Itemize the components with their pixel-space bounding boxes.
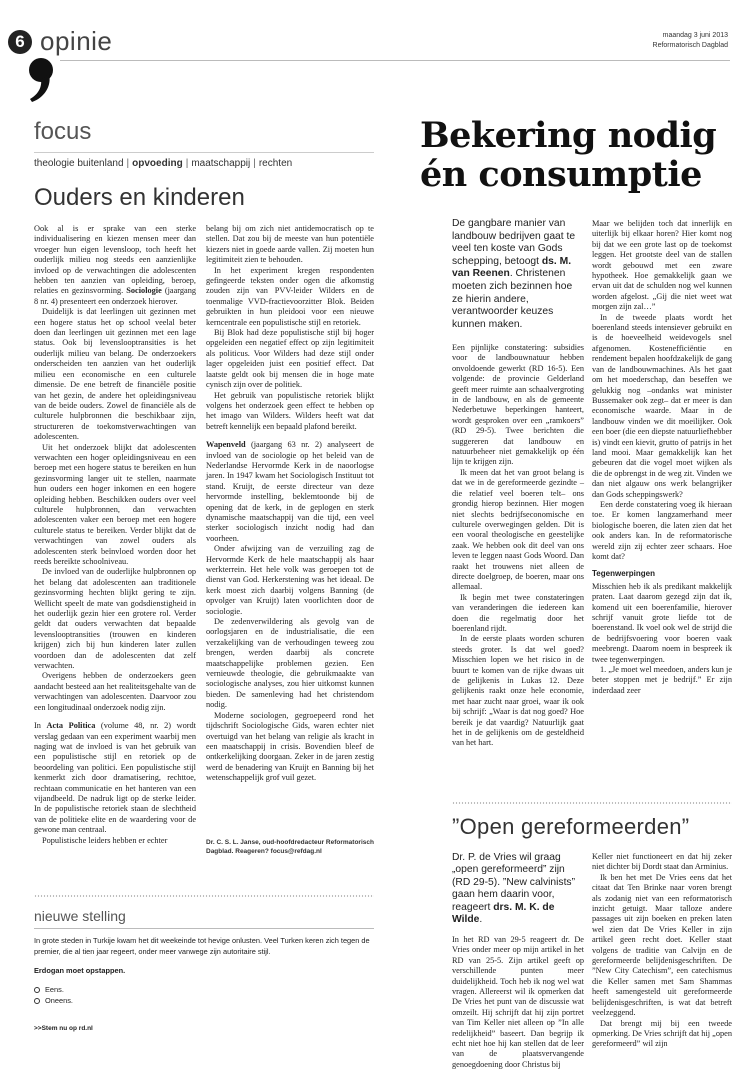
paragraph: Misschien heb ik als predikant makkelijk praten. Laat daarom gezegd zijn dat ik, komend uit een boerenfamilie, hierover schrijf vanuit grote liefde tot de boerenstand. Ik voel ook wel de strijd die de bedrijfsvoering voor boeren vaak meebrengt. Daarom noem in bespreek ik twee tegenwerpingen. [592,581,732,664]
article-lead: De gangbare manier van landbouw bedrijven gaat te veel ten koste van Gods schepping, betoogt ds. M. van Reenen. Christenen moeten zich bezinnen hoe ze hierin andere, verantwoorder keuzes kunnen maken. [452,218,576,330]
paragraph: De zedenverwildering als gevolg van de oorlogsjaren en de industrialisatie, die een verzakelijking van de verhoudingen teweeg zou brengen, werden daarbij als concrete maatschappelijke problemen gezien. Een vernieuwde theologie, die gebruikmaakte van sociologische analyses, zou hier uitkomst kunnen bieden. De samenleving had het christendom nodig. [206,617,374,710]
radio-icon[interactable] [34,987,40,993]
paragraph: Duidelijk is dat leerlingen uit gezinnen met een hogere status het op school veelal beter doen dan leerlingen uit gezinnen met een lage status. Ook bij levenslooptransities is het ouderlijk milieu van belang. De onderzoekers onderscheiden ten aanzien van het ouderlijk milieu een economische en een culturele dimensie. De ene betreft de financiële positie van het gezin, de andere het opleidingsniveau van de beide ouders. Zowel de financiële als de culturele hulpbronnen die beschikbaar zijn, structureren de toekomstverwachtingen van adolescenten. [34,307,196,442]
paragraph: In de eerste plaats worden schuren steeds groter. Is dat wel goed? Misschien lopen we het risico in de buurt te komen van de rijke dwaas uit de gelijkenis in Lukas 12. Deze gelijkenis raakt onze hele economie, met haar zucht naar groei, waar ik ook bij schrijf: „Waar is dat nog goed? Hoe bereik je dat vaardig? Natuurlijk gaat het in de gelijkenis om de gesteldheid van het hart. [452,634,584,748]
paragraph: In het RD van 29-5 reageert dr. De Vries onder meer op mijn artikel in het RD van 25-5. Zijn artikel geeft op verschillende punten meer duidelijkheid. Toch heb ik nog wel wat vragen. Allereerst wil ik opmerken dat De Vries het punt van de discussie wat omzeilt. Hij schrijft dat hij zijn portret van Tim Keller niet alleen op ”In alle redelijkheid” baseert. Dan begrijp ik echt niet hoe hij kan stellen dat de leer van de plaatsvervangende genoegdoening door Christus bij [452,935,584,1069]
article-column-6 [592,852,732,1063]
paragraph: Dat brengt mij bij een tweede opmerking. De Vries schrijft dat hij „open gereformeerd” wil zijn [592,1018,732,1049]
poll-rule [34,928,374,929]
topic-link-active[interactable]: opvoeding [132,158,183,169]
author-credit: Dr. C. S. L. Janse, oud-hoofdredacteur Reformatorisch Dagblad. Reageren? focus@refdag.nl [206,839,374,855]
dotted-divider [452,802,732,804]
article-column-3 [452,343,584,771]
paragraph: Ik begin met twee constateringen van veranderingen die iedereen kan doen die regelmatig door het boerenland rijdt. [452,592,584,633]
page-number-badge: 6 [8,30,32,54]
paragraph: Ik meen dat het van groot belang is dat we in de gereformeerde gezindte –die relatief veel boeren telt– ons grondig hierop bezinnen. Hier mogen niet slechts bedrijfseconomische en culturele overwegingen gelden. Dit is een vooral theologische en geestelijke zaak. We hebben ook dit deel van ons leven te leggen naast Gods Woord. Dan raakt het trouwens niet alleen de directe doelgroep, de boeren, maar ons allemaal. [452,467,584,592]
paragraph: Moderne sociologen, gegroepeerd rond het tijdschrift Sociologische Gids, waren echter niet overtuigd van het belang van religie als kracht in een maatschappij in crisis. Bovendien bleef de ontkerkelijking doorgaan. Zeker in de jaren zestig werd de benadering van Kruijt en Banning bij het wetenschappelijk grof vuil gezet. [206,710,374,783]
paper-name: Reformatorisch Dagblad [652,42,728,49]
paragraph: Een derde constatering voeg ik hieraan toe. Er komen langzamerhand meer biologische boeren, die laten zien dat het ook anders kan. In de reformatorische wereld zijn zij echter zeer schaars. Hoe komt dat? [592,499,732,561]
header-rule [60,60,730,61]
header-dateline [653,31,728,51]
paragraph: Een pijnlijke constatering: subsidies voor de landbouwnatuur hebben onvoldoende gewerkt (RD 16-5). Een volgende: de provincie Gelderland geeft meer ruimte aan schaalvergroting in de landbouw, en als de gemeente Nederbetuwe beperkingen hanteert, wordt gesproken over een „ramkoers” (RD 29-5). Twee berichten die suggereren dat landbouw en natuurbeheer niet gemakkelijk op één lijn te krijgen zijn. [452,343,584,467]
article-column-2 [206,224,374,836]
focus-label: focus [34,118,92,145]
section-title: opinie [40,26,113,56]
poll-intro: In grote steden in Turkije kwam het dit weekeinde tot hevige onlusten. Veel Turken keren zich tegen de premier, die al tien jaar regeert, onder meer vanwege zijn autoritaire stijl. [34,936,370,956]
paragraph: Het gebruik van populistische retoriek blijkt volgens het onderzoek geen effect te hebben op het imago van Wilders. Wilders heeft wat dat betreft kennelijk een bepaald plafond bereikt. [206,390,374,431]
paragraph: Wapenveld (jaargang 63 nr. 2) analyseert de invloed van de sociologie op het beleid van de Nederlandse Hervormde Kerk in de naoorlogse jaren. In 1947 kwam het Sociologisch Instituut tot stand. Kruijt, de eerste directeur van deze hervormde instelling, beklemtoonde bij de opening dat de kerk, in de geplogen en sterk dynamische maatschappij van die tijd, een veel sterker sociologisch inzicht nodig had dan voorheen. [206,440,374,543]
paragraph: Ik ben het met De Vries eens dat het citaat dat Ten Brinke naar voren brengt als zodanig niet van een reformatorisch inzicht getuigt. Maar talloze andere passages uit zijn boeken en preken laten wel zien dat De Vries Keller in zijn artikel geen recht doet. Keller staat volgens de traditie van Calvijn en de gereformeerde belijdenisgeschriften. De ”New City Catechism”, een catechismus die Keller samen met Sam Shammas heeft samengesteld uit gereformeerde belijdenisgeschriften, is wat dat betreft veelzeggend. [592,872,732,1018]
paragraph: 1. „Je moet wel meedoen, anders kun je beter stoppen met je bedrijf.” Er zijn inderdaad zeer [592,665,733,695]
topic-nav: theologie buitenland | opvoeding | maatschappij | rechten [34,158,293,169]
topic-link[interactable]: maatschappij [191,158,251,169]
poll-option-disagree[interactable]: Oneens. [34,996,73,1005]
paragraph: Bij Blok had deze populistische stijl bij hoger opgeleiden een negatief effect op zijn legitimiteit als politicus. Voor Wilders had deze stijl onder lager opgeleiden juist een positief effect. Dat laatste geldt ook bij mensen die in hoge mate cynisch zijn over de politiek. [206,328,374,390]
issue-date: maandag 3 juni 2013 [662,32,728,39]
article-column-4 [592,219,732,771]
article-headline: Ouders en kinderen [34,184,245,211]
topic-link[interactable]: rechten [258,158,293,169]
paragraph: Onder afwijzing van de verzuiling zag de Hervormde Kerk de hele maatschappij als haar werkterrein. Het hele volk was geroepen tot de dienst van God. Herkerstening was het ideaal. De kerk moest zich daarbij volgens Banning (de opvolger van Kruijt) laten voorlichten door de sociologie. [206,544,374,616]
vote-link[interactable]: >>Stem nu op rd.nl [34,1025,93,1032]
dotted-divider [34,895,374,897]
paragraph: Overigens hebben de onderzoekers geen aandacht besteed aan het realiteitsgehalte van de verwachtingen van adolescenten. Daarvoor zou een longitudinaal onderzoek nodig zijn. [34,671,196,712]
second-article-lead: Dr. P. de Vries wil graag „open gereformeerd” zijn (RD 29-5). ”New calvinists” gaan hem daarin voor, reageert drs. M. K. de Wilde. [452,852,576,926]
paragraph: In Acta Politica (volume 48, nr. 2) wordt verslag gedaan van een experiment waarbij men naging wat de invloed is van het gebruik van een populistische stijl en retoriek op de beoordeling van politici. Een populistische stijl kenmerkt zich door dramatisering, rechttoe, rechtaan communicatie en het hanteren van een vijandbeeld. De nadruk ligt op de sterke leider. In de populistische retoriek staan de slechtheid van de politieke elite en de waardering voor de gewone man centraal. [34,721,196,835]
comma-logo-icon [24,56,54,104]
poll-statement: Erdogan moet opstappen. [34,966,126,975]
paragraph: Ook al is er sprake van een sterke individualisering en kiezen mensen meer dan vroeger hun eigen levensloop, toch heeft het ouderlijk milieu nog steeds een aanzienlijke invloed op de verwachtingen die adolescenten hebben ten aanzien van opleiding, beroep, relaties en gezinsvorming. Sociologie (jaargang 8 nr. 4) presenteert een onderzoek hierover. [34,224,197,306]
article-column-1 [34,224,196,846]
paragraph: In de tweede plaats wordt het boerenland steeds intensiever gebruikt en is de hoeveelheid weidevogels snel afgenomen. Kostenefficiëntie en rendement bepalen hoofdzakelijk de gang van de landbouwmachines. Als het gaat om het moederschap, dan beseffen we gelukkig nog –ondanks wat minister Bussemaker ook zegt– dat er meer is dan economische waarde. Maar in de landbouw vinden we dit moeilijker. Ook een boer (die een diepste natuurliefhebber is) vindt een kievit, grutto of patrijs in het land mooi. Maar gemakkelijk kan het gebeuren dat die vogel moet wijken als die de opbrengst in de weg zit. Vinden we dan niet algauw ons werk belangrijker dan Gods scheppingswerk? [592,312,732,499]
paragraph: Keller niet functioneert en dat hij zeker niet dichter bij Dordt staat dan Arminius. [592,852,732,872]
poll-title: nieuwe stelling [34,908,126,924]
second-headline: ”Open gereformeerden” [452,814,690,839]
topic-link[interactable]: theologie buitenland [34,158,124,169]
paragraph: Populistische leiders hebben er echter [42,835,168,845]
paragraph: Maar we belijden toch dat innerlijk en uiterlijk bij elkaar horen? Hier komt nog bij dat we een grote last op de toekomst leggen. Het grootste deel van de stallen wordt gebouwd met een zware hypotheek. Hoe gemakkelijk gaan we ervan uit dat de schulden nog wel kunnen worden afgelost. „Gij die niet weet wat morgen zijn zal…” [592,219,732,312]
paragraph: De invloed van de ouderlijke hulpbronnen op het belang dat adolescenten aan traditionele gezinsvorming hechten blijkt gering te zijn. Wellicht speelt de mate van godsdienstigheid in het ouderlijk gezin hier een grotere rol. Verder geldt dat ouders verwachten dat bepaalde levenslooptransities (trouwen en kinderen krijgen) zich bij hun kinderen later zullen voordoen dan de adolescenten dat zelf verwachten. [34,567,196,671]
subheading: Tegenwerpingen [592,569,655,579]
main-headline: Bekering nodig én consumptie [420,115,717,195]
article-column-5 [452,935,584,1069]
paragraph: Uit het onderzoek blijkt dat adolescenten verwachten een hoger opleidingsniveau en een beroep met een hogere status te bereiken en hun gezinsvorming langer uit te stellen, naarmate hun ouders een hoger inkomen en een hogere opleiding hebben. Beschikken ouders over veel culturele hulpbronnen, dan verwachten adolescenten vaker een beroep met een hogere culturele status te bereiken. Verder blijkt dat de verwachtingen van zowel ouders als adolescenten sterk beïnvloed worden door het reeds bereikte schoolniveau. [34,442,196,566]
poll-option-agree[interactable]: Eens. [34,985,64,994]
paragraph: In het experiment kregen respondenten gefingeerde teksten onder ogen die afkomstig zouden zijn van PVV-leider Wilders en de toenmalige VVD-fractievoorzitter Blok. Beiden gebruikten in hun pleidooi voor een nieuwe kerncentrale een populistische stijl en retoriek. [206,265,374,327]
paragraph: belang bij om zich niet antidemocratisch op te stellen. Dat zou bij de meeste van hun potentiële kiezers niet in goede aarde vallen. Zij moeten hun legitimiteit zien te behouden. [206,224,374,265]
radio-icon[interactable] [34,998,40,1004]
focus-rule [34,152,374,153]
